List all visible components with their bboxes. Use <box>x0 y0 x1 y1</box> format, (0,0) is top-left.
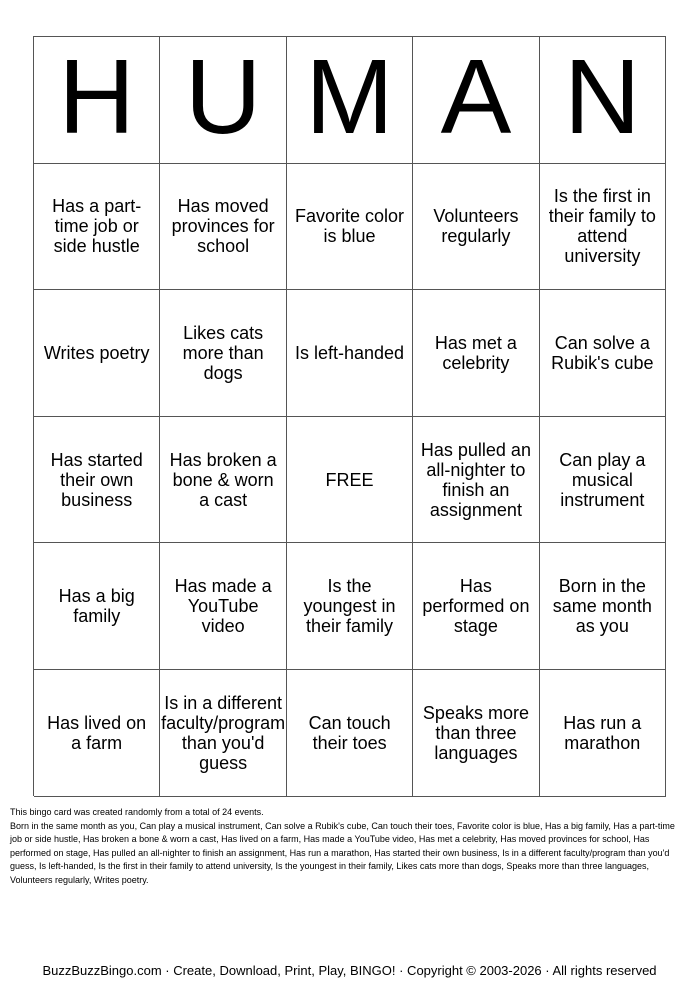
bingo-square: Volunteers regularly <box>413 164 539 291</box>
bingo-square: Has moved provinces for school <box>160 164 286 291</box>
bingo-row <box>34 670 666 797</box>
info-events: Born in the same month as you, Can play a musical instrument, Can solve a Rubik's cube, Can touch their toes, Favorite color is blue, Has a big family, Has a part-time job or side hustle, Has broken a bone & worn a cast, Has lived on a farm, Has made a YouTube video, Has met a celebrity, Has moved provinces for school, Has performed on stage, Has pulled an all-nighter to finish an assignment, Has run a marathon, Has started their own business, Is in a different faculty/program than you'd guess, Is left-handed, Is the first in their family to attend university, Is the youngest in their family, Likes cats more than dogs, Speaks more than three languages, Volunteers regularly, Writes poetry. <box>10 820 675 885</box>
bingo-square: Has pulled an all-nighter to finish an assignment <box>413 417 539 544</box>
bingo-square: Can play a musical instrument <box>540 417 666 544</box>
bingo-square: Has made a YouTube video <box>160 543 286 670</box>
header-row <box>34 37 666 164</box>
bingo-square: Has performed on stage <box>413 543 539 670</box>
bingo-row <box>34 164 666 291</box>
bingo-square: Writes poetry <box>34 290 160 417</box>
header-letter: H <box>34 37 160 164</box>
header-letter: A <box>413 37 539 164</box>
bingo-square: Has met a celebrity <box>413 290 539 417</box>
bingo-square: Favorite color is blue <box>287 164 413 291</box>
bingo-square: Has a big family <box>34 543 160 670</box>
bingo-square: Likes cats more than dogs <box>160 290 286 417</box>
card-info <box>10 806 678 887</box>
bingo-card <box>33 36 666 796</box>
bingo-square: Can solve a Rubik's cube <box>540 290 666 417</box>
bingo-row <box>34 417 666 544</box>
bingo-square: Born in the same month as you <box>540 543 666 670</box>
bingo-square: Has broken a bone & worn a cast <box>160 417 286 544</box>
bingo-square: Can touch their toes <box>287 670 413 797</box>
free-square: FREE <box>287 417 413 544</box>
bingo-square: Has run a marathon <box>540 670 666 797</box>
bingo-square: Has lived on a farm <box>34 670 160 797</box>
header-letter: U <box>160 37 286 164</box>
bingo-square: Is in a different faculty/program than you'd guess <box>160 670 287 797</box>
header-letter: N <box>540 37 666 164</box>
bingo-square: Is the youngest in their family <box>287 543 413 670</box>
bingo-square: Is the first in their family to attend university <box>540 164 666 291</box>
bingo-square: Has a part-time job or side hustle <box>34 164 160 291</box>
bingo-square: Speaks more than three languages <box>413 670 539 797</box>
bingo-row <box>34 543 666 670</box>
footer: BuzzBuzzBingo.com · Create, Download, Print, Play, BINGO! · Copyright © 2003-2026 · All rights reserved <box>42 963 657 978</box>
bingo-square: Has started their own business <box>34 417 160 544</box>
bingo-square: Is left-handed <box>287 290 413 417</box>
info-summary: This bingo card was created randomly from a total of 24 events. <box>10 807 264 817</box>
bingo-row <box>34 290 666 417</box>
header-letter: M <box>287 37 413 164</box>
